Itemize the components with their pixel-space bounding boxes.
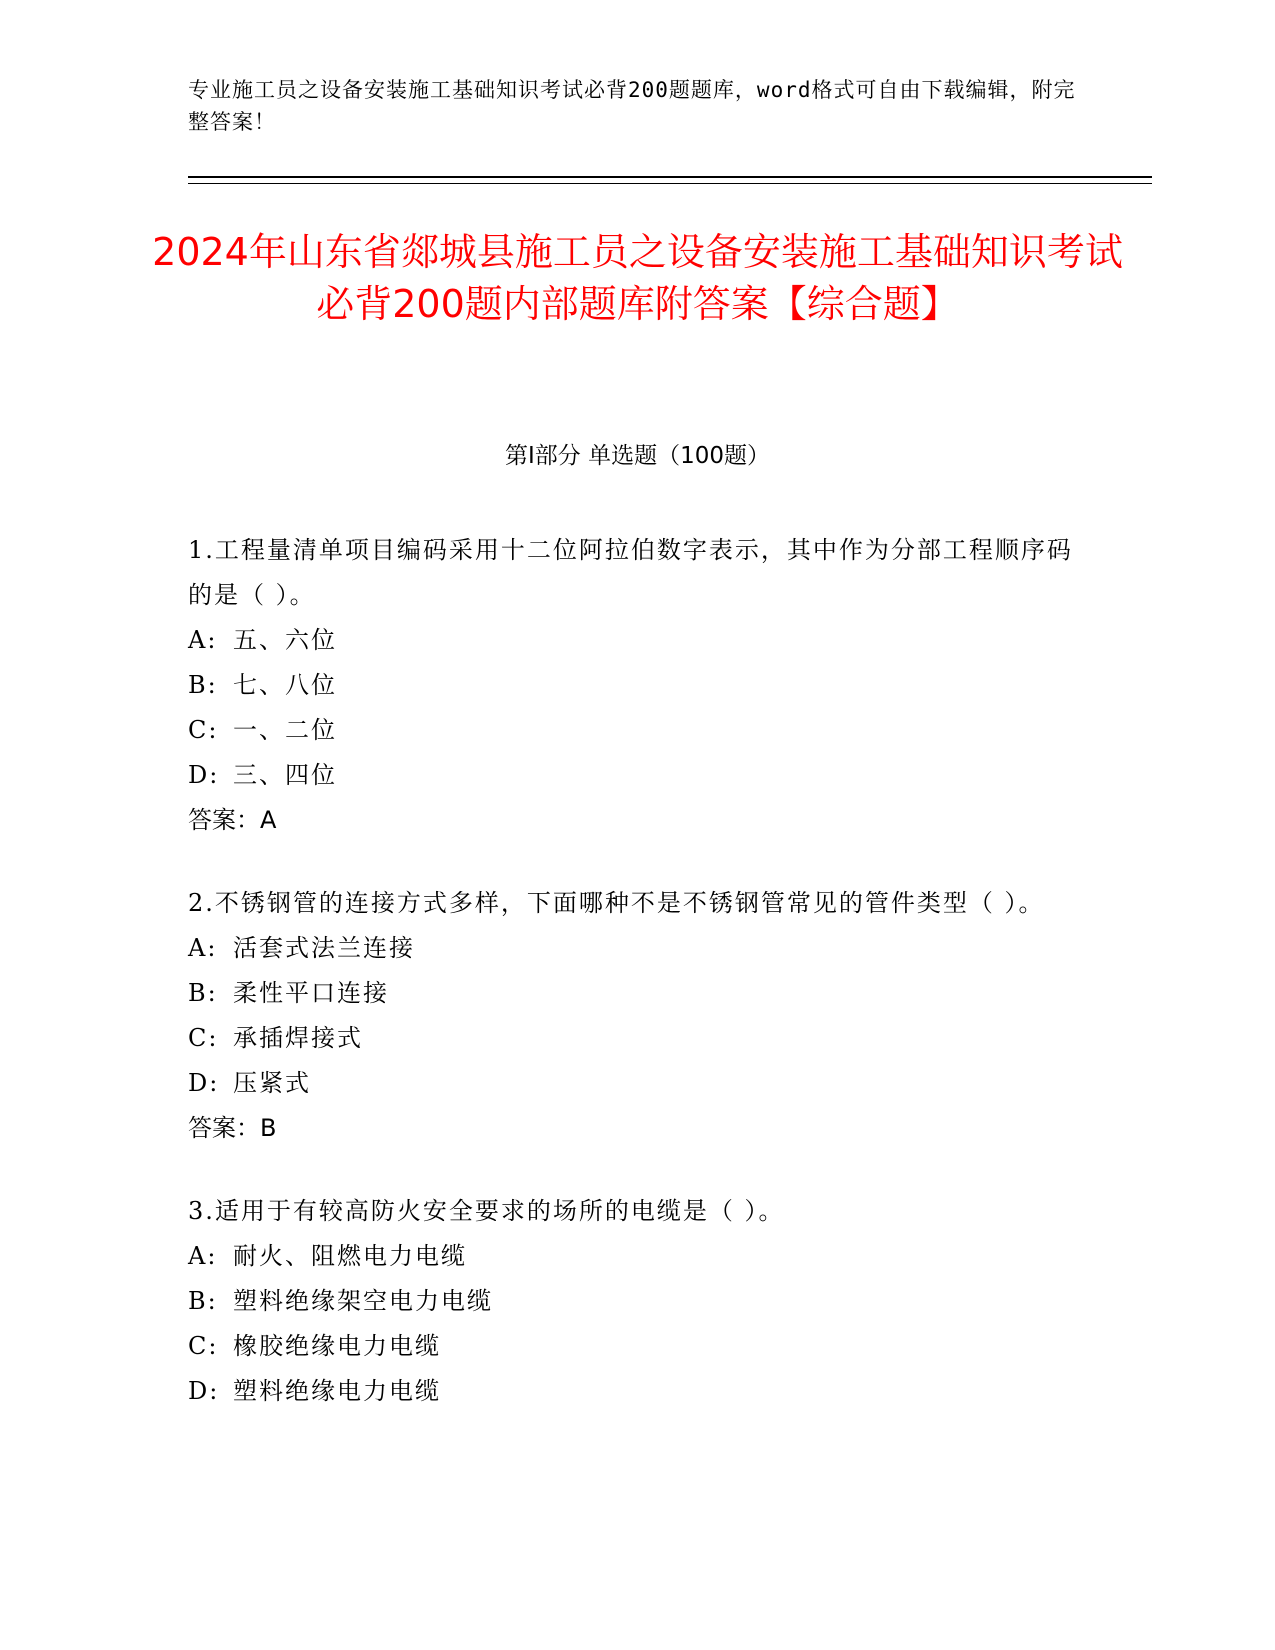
option-letter: A: — [188, 626, 218, 654]
option-a — [188, 618, 1088, 663]
option-text: 压紧式 — [233, 1069, 311, 1097]
option-text: 三、四位 — [233, 761, 337, 789]
option-a — [188, 1234, 1088, 1279]
section-heading: 第Ⅰ部分 单选题（100题） — [505, 443, 770, 469]
question-item — [188, 1189, 1088, 1414]
option-a — [188, 926, 1088, 971]
header-divider-thick — [188, 176, 1152, 178]
option-letter: C: — [188, 1332, 219, 1360]
option-letter: D: — [188, 1069, 220, 1097]
option-text: 活套式法兰连接 — [233, 934, 415, 962]
option-d — [188, 1369, 1088, 1414]
option-letter: D: — [188, 761, 220, 789]
option-d — [188, 1061, 1088, 1106]
option-c — [188, 708, 1088, 753]
option-letter: B: — [188, 979, 218, 1007]
question-stem: 1.工程量清单项目编码采用十二位阿拉伯数字表示，其中作为分部工程顺序码的是（ ）。 — [188, 536, 1073, 609]
option-b — [188, 1279, 1088, 1324]
question-stem: 2.不锈钢管的连接方式多样，下面哪种不是不锈钢管常见的管件类型（ ）。 — [188, 889, 1045, 917]
option-text: 耐火、阻燃电力电缆 — [233, 1242, 467, 1270]
option-letter: C: — [188, 1024, 219, 1052]
option-text: 橡胶绝缘电力电缆 — [233, 1332, 441, 1360]
option-text: 七、八位 — [233, 671, 337, 699]
question-item — [188, 881, 1088, 1151]
option-b — [188, 663, 1088, 708]
answer-line: 答案：A — [188, 806, 277, 834]
option-d — [188, 753, 1088, 798]
option-letter: B: — [188, 1287, 218, 1315]
option-letter: D: — [188, 1377, 220, 1405]
option-text: 柔性平口连接 — [233, 979, 389, 1007]
option-b — [188, 971, 1088, 1016]
option-letter: A: — [188, 934, 218, 962]
option-text: 塑料绝缘电力电缆 — [233, 1377, 441, 1405]
option-letter: C: — [188, 716, 219, 744]
question-item — [188, 528, 1088, 843]
option-text: 一、二位 — [233, 716, 337, 744]
option-c — [188, 1016, 1088, 1061]
header-note: 专业施工员之设备安装施工基础知识考试必背200题题库，word格式可自由下载编辑，附完整答案！ — [188, 78, 1076, 134]
option-letter: A: — [188, 1242, 218, 1270]
document-title: 2024年山东省郯城县施工员之设备安装施工基础知识考试必背200题内部题库附答案【综合题】 — [152, 230, 1123, 326]
question-list — [188, 528, 1088, 1452]
option-text: 承插焊接式 — [233, 1024, 363, 1052]
option-letter: B: — [188, 671, 218, 699]
option-text: 塑料绝缘架空电力电缆 — [233, 1287, 493, 1315]
question-stem: 3.适用于有较高防火安全要求的场所的电缆是（ ）。 — [188, 1197, 785, 1225]
option-c — [188, 1324, 1088, 1369]
answer-line: 答案：B — [188, 1114, 277, 1142]
header-divider-thin — [188, 183, 1152, 184]
option-text: 五、六位 — [233, 626, 337, 654]
